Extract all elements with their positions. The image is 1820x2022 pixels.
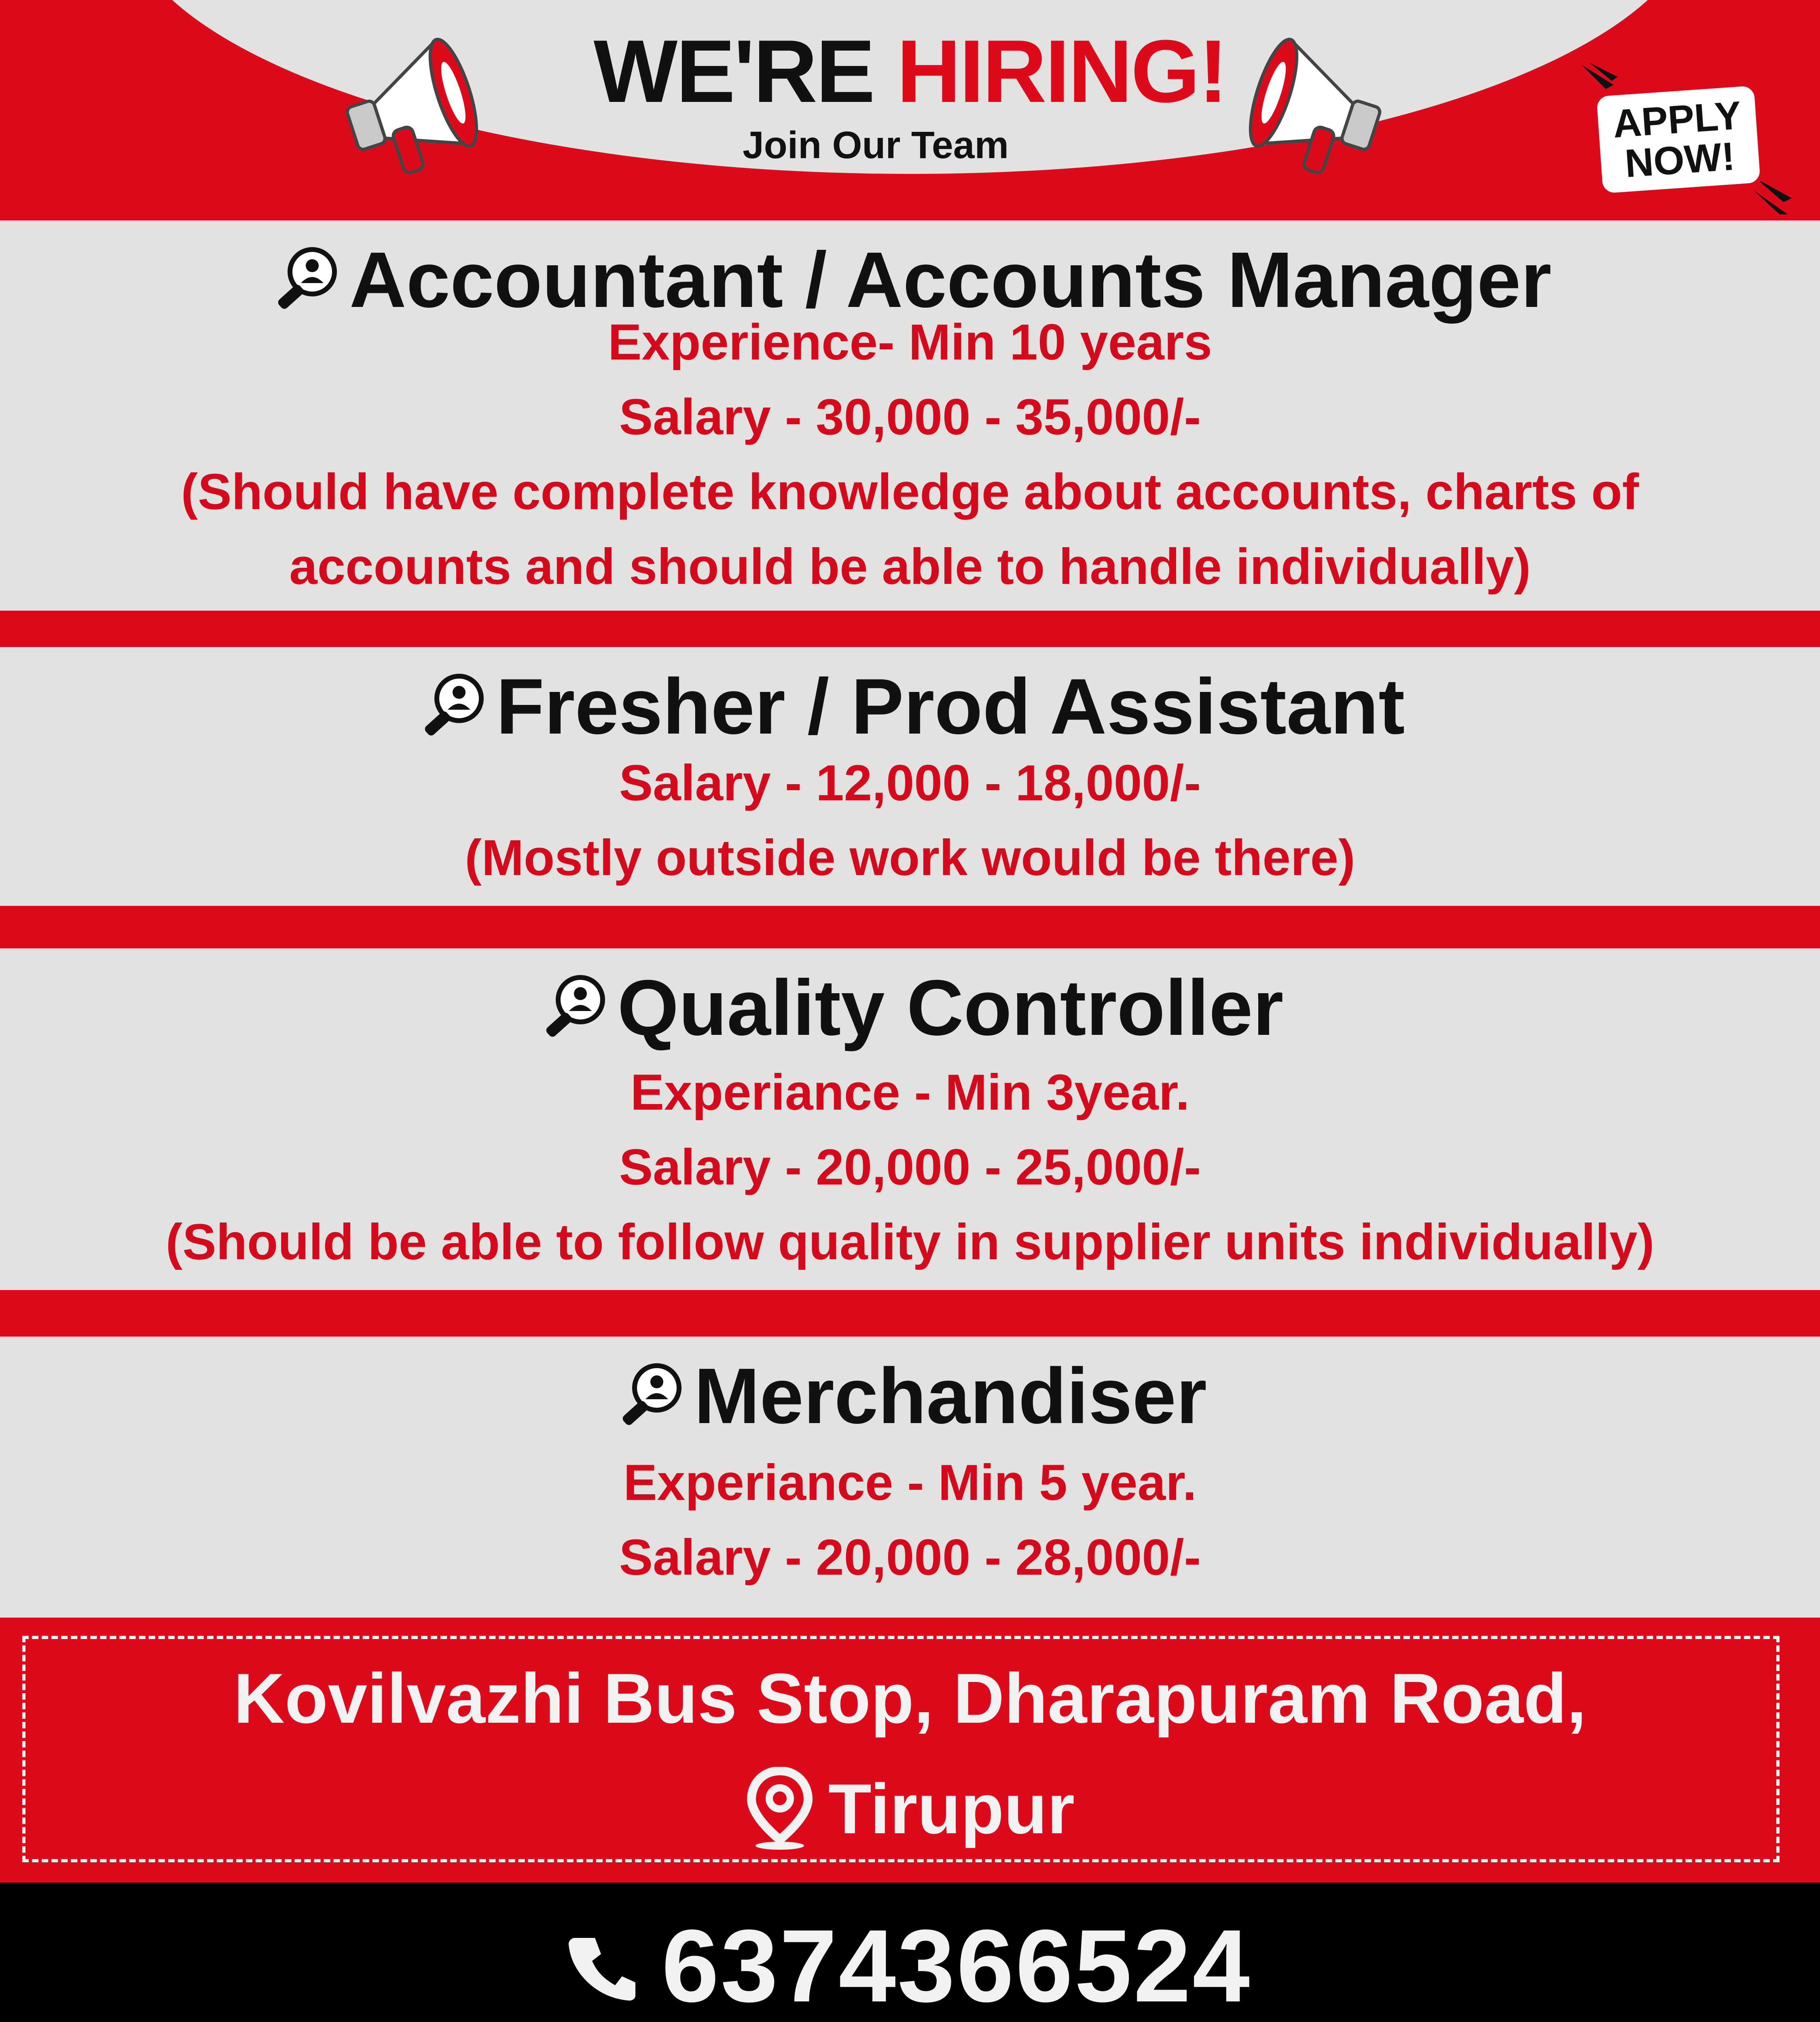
job-title: Accountant / Accounts Manager: [0, 228, 1820, 325]
address-section: [0, 1618, 1820, 1882]
job-title: Merchandiser: [0, 1345, 1820, 1441]
apply-line-1: APPLY: [1611, 93, 1743, 146]
job-search-icon: [613, 1360, 686, 1432]
job-salary: Salary - 30,000 - 35,000/-: [619, 389, 1201, 445]
job-description: accounts and should be able to handle individually): [289, 539, 1531, 595]
page-subtitle: Join Our Team: [742, 124, 1009, 167]
job-description: (Mostly outside work would be there): [465, 830, 1355, 886]
address-line-2: Tirupur: [0, 1763, 1820, 1852]
header: [0, 0, 1820, 220]
title-part-2: HIRING!: [897, 21, 1227, 121]
address-line-1: Kovilvazhi Bus Stop, Dharapuram Road,: [233, 1659, 1587, 1738]
job-salary: Salary - 12,000 - 18,000/-: [619, 755, 1201, 811]
job-description: (Should have complete knowledge about accounts, charts of: [181, 464, 1639, 520]
job-section-fresher: [0, 647, 1820, 906]
job-title: Quality Controller: [0, 956, 1820, 1053]
job-experience: Experiance - Min 5 year.: [623, 1455, 1197, 1511]
location-pin-icon: [745, 1767, 814, 1852]
job-description: (Should be able to follow quality in supplier units individually): [165, 1214, 1655, 1270]
job-experience: Experience- Min 10 years: [608, 314, 1212, 370]
title-part-1: WE'RE: [593, 21, 874, 121]
apply-line-2: NOW!: [1623, 133, 1737, 186]
job-experience: Experiance - Min 3year.: [630, 1064, 1190, 1121]
page-title: [0, 20, 1820, 123]
job-section-quality-controller: [0, 948, 1820, 1290]
section-divider: [0, 611, 1820, 647]
phone-icon: [569, 1932, 637, 2001]
job-title: Fresher / Prod Assistant: [0, 655, 1820, 752]
phone-row[interactable]: 6374366524: [0, 1899, 1820, 2022]
job-search-icon: [269, 243, 341, 316]
section-divider: [0, 906, 1820, 948]
job-salary: Salary - 20,000 - 25,000/-: [619, 1139, 1201, 1195]
section-divider: [0, 1290, 1820, 1337]
job-salary: Salary - 20,000 - 28,000/-: [619, 1529, 1201, 1586]
phone-section: [0, 1882, 1820, 2022]
apply-now-badge[interactable]: [1592, 81, 1765, 198]
job-section-merchandiser: [0, 1337, 1820, 1618]
job-search-icon: [537, 971, 609, 1044]
job-section-accountant: [0, 220, 1820, 611]
job-search-icon: [415, 670, 488, 743]
